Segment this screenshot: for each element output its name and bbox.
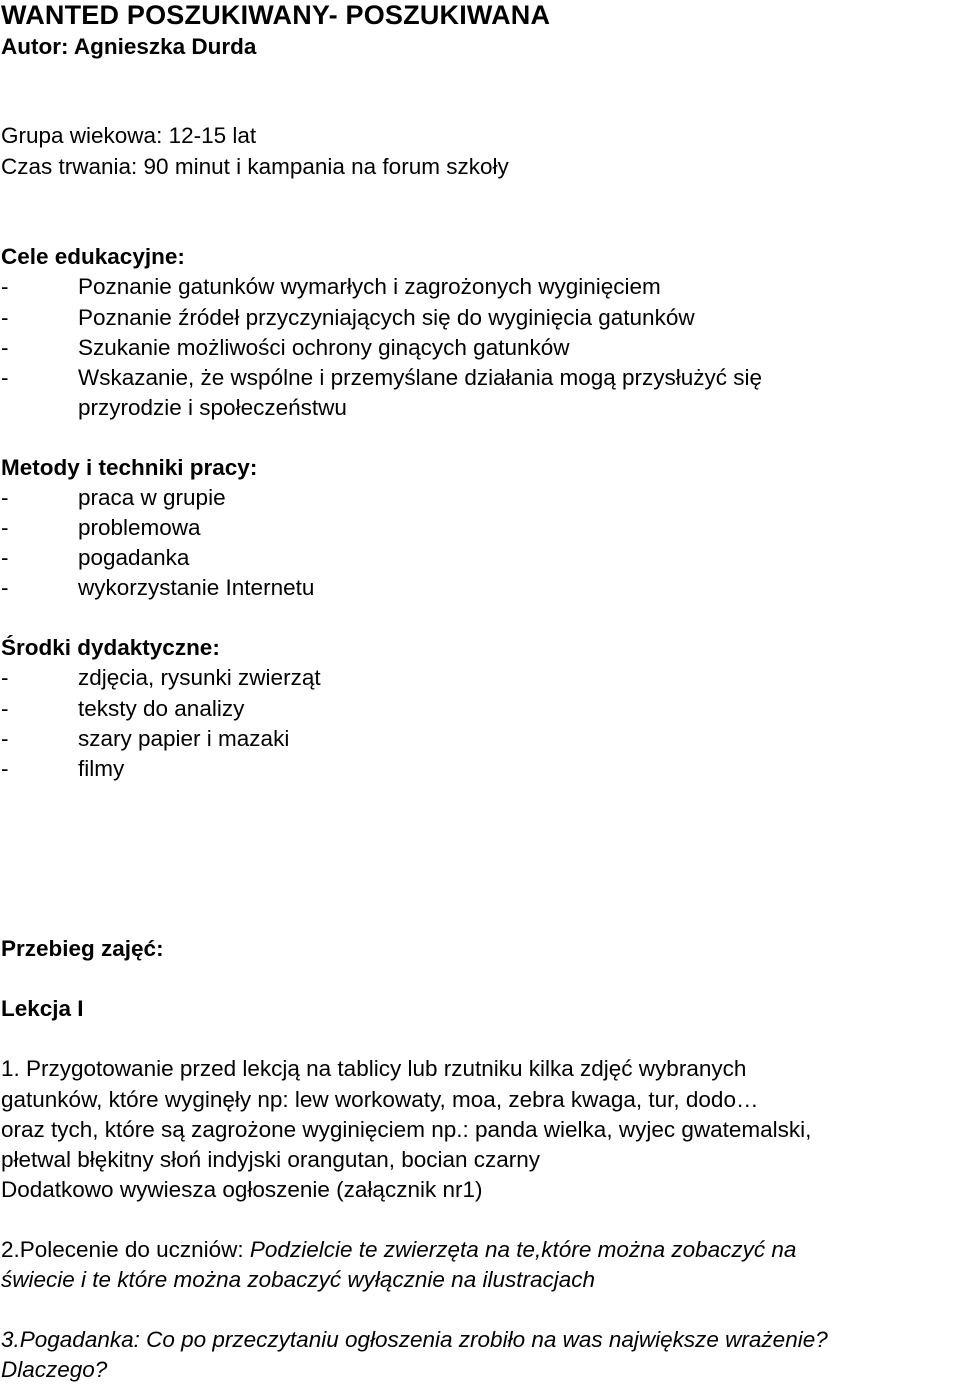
materials-heading: Środki dydaktyczne:: [1, 635, 220, 660]
document-page: WANTED POSZUKIWANY- POSZUKIWANA Autor: Agnieszka Durda Grupa wiekowa: 12-15 lat Czas trwania: 90 minut i kampania na forum szkoły Cele edukacyjne: - Poznanie gatunków wymarłych i zagrożonych wyginięciem - Poznanie źródeł przyczyniających się do wyginięcia gatunków - Szukanie możliwości ochrony ginących gatunków - Wskazanie, że wspólne i przemyślane działania mogą przysłużyć się przyrodzie i społeczeństwu Metody i techniki pracy: - praca w grupie - problemowa - pogadanka - wykorzystanie Internetu Środki dydaktyczne: - zdjęcia, rysunki zwierząt - teksty do analizy - szary papier i mazaki - filmy Przebieg zajęć: Lekcja I 1. Przygotowanie przed lekcją na tablicy lub rzutniku kilka zdjęć wybranych gatunków, które wyginęły np: lew workowaty, moa, zebra kwaga, tur, dodo… oraz tych, które są zagrożone wyginięciem np.: panda wielka, wyjec gwatemalski, płetwal błękitny słoń indyjski orangutan, bocian czarny Dodatkowo wywiesza ogłoszenie (załącznik nr1) 2.Polecenie do uczniów: Podzielcie te zwierzęta na te,które można zobaczyć na świecie i te które można zobaczyć wyłącznie na ilustracjach 3.Pogadanka: Co po przeczytaniu ogłoszenia zrobiło na was największe wrażenie? Dlaczego?: [0, 0, 960, 1386]
bullet-dash: -: [1, 274, 9, 299]
paragraph-line: gatunków, które wyginęły np: lew workowaty, moa, zebra kwaga, tur, dodo…: [1, 1087, 759, 1112]
document-title: WANTED POSZUKIWANY- POSZUKIWANA: [1, 0, 551, 30]
bullet-dash: -: [1, 545, 9, 570]
bullet-dash: -: [1, 665, 9, 690]
methods-heading: Metody i techniki pracy:: [1, 455, 258, 480]
bullet-dash: -: [1, 756, 9, 781]
bullet-dash: -: [1, 335, 9, 360]
paragraph-line: płetwal błękitny słoń indyjski orangutan, bocian czarny: [1, 1147, 541, 1172]
bullet-dash: -: [1, 515, 9, 540]
list-item-continuation: przyrodzie i społeczeństwu: [78, 395, 347, 420]
task-instruction-continuation: świecie i te które można zobaczyć wyłącznie na ilustracjach: [1, 1267, 595, 1292]
paragraph-line: 1. Przygotowanie przed lekcją na tablicy lub rzutniku kilka zdjęć wybranych: [1, 1056, 747, 1081]
lesson-heading: Lekcja I: [1, 996, 84, 1021]
discussion-question-continuation: Dlaczego?: [1, 1357, 108, 1382]
bullet-dash: -: [1, 305, 9, 330]
bullet-dash: -: [1, 726, 9, 751]
paragraph-line: Dodatkowo wywiesza ogłoszenie (załącznik nr1): [1, 1177, 483, 1202]
author-line: Autor: Agnieszka Durda: [1, 34, 257, 59]
duration: Czas trwania: 90 minut i kampania na forum szkoły: [1, 154, 509, 179]
bullet-dash: -: [1, 365, 9, 390]
bullet-dash: -: [1, 696, 9, 721]
bullet-dash: -: [1, 485, 9, 510]
paragraph-line: oraz tych, które są zagrożone wyginięciem np.: panda wielka, wyjec gwatemalski,: [1, 1117, 812, 1142]
bullet-dash: -: [1, 575, 9, 600]
task-instruction: 2.Polecenie do uczniów: Podzielcie te zwierzęta na te,które można zobaczyć na: [1, 1237, 797, 1262]
goals-heading: Cele edukacyjne:: [1, 244, 185, 269]
age-group: Grupa wiekowa: 12-15 lat: [1, 123, 257, 148]
course-heading: Przebieg zajęć:: [1, 936, 164, 961]
discussion-question: 3.Pogadanka: Co po przeczytaniu ogłoszenia zrobiło na was największe wrażenie?: [1, 1327, 828, 1352]
